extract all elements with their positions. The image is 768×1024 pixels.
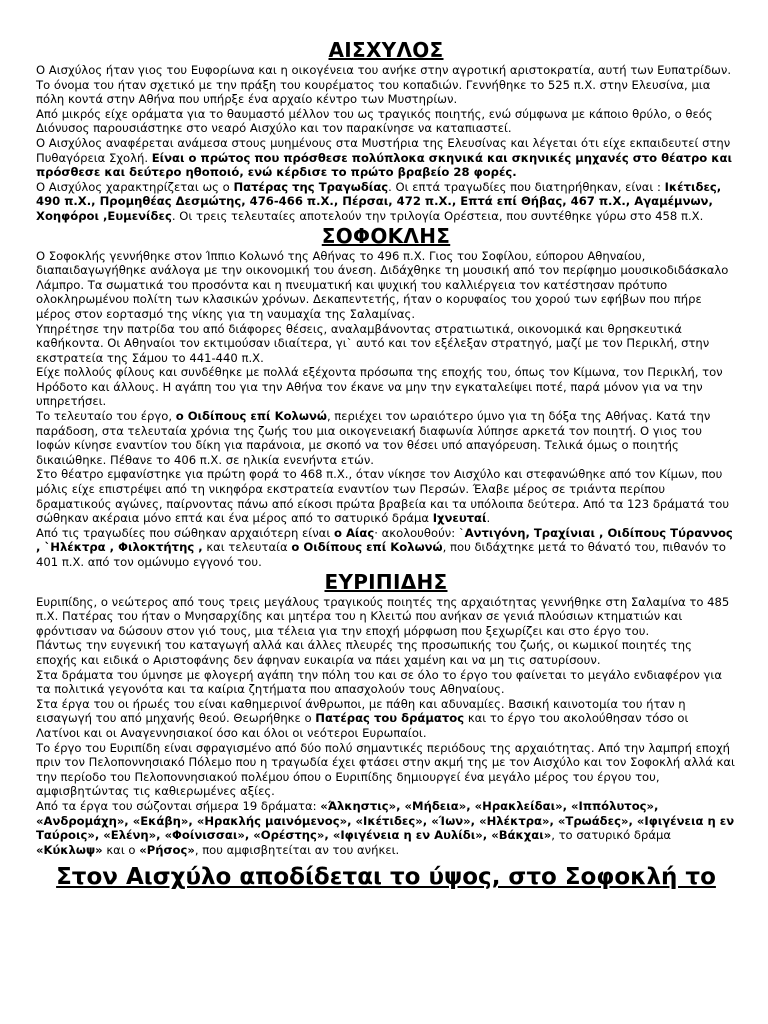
text-run: Ο Σοφοκλής γεννήθηκε στον Ίππιο Κολωνό της Αθήνας το 496 π.Χ. Γιος του Σοφίλου, εύπορου Αθηναίου, διαπαιδαγωγήθηκε ανάλογα με την οικονομική του άνεση. Διδάχθηκε τη μουσική από τον περίφημο μουσικοδιδάσκαλο Λάμπρο. Τα σωματικά του προσόντα και η πνευματική και ψυχική του καλλιέργεια τον κατέστησαν πρότυπο ολοκληρωμένου πολίτη των κλασικών χρόνων. Δεκαπεντετής, ήταν ο κορυφαίος του χορού των εφήβων που πήρε μέρος στον εορτασμό της νίκης για τη ναυμαχία της Σαλαμίνας. (36, 248, 729, 321)
text-run: · ακολουθούν: ` (374, 525, 465, 540)
paragraph (36, 741, 736, 799)
document-page (36, 0, 736, 891)
section-title: ΕΥΡΙΠΙΔΗΣ (324, 569, 448, 594)
bold-text: ο Οιδίπους επί Κολωνώ (175, 409, 327, 424)
bold-text: Είναι ο πρώτος που πρόσθεσε πολύπλοκα σκηνικά και σκηνικές μηχανές στο θέατρο και πρόσθεσε και δεύτερο ηθοποιό, ενώ κέρδισε το πρώτο βραβείο 28 φορές. (36, 150, 732, 180)
text-run: Ο Αισχύλος ήταν γιος του Ευφορίωνα και η οικογένεια του ανήκε στην αγροτική αριστοκρατία, αυτή των Ευπατρίδων. Το όνομα του ήταν σχετικό με την πράξη του κουρέματος του κοπαδιών. Γεννήθηκε το 525 π.Χ. στην Ελευσίνα, μια πόλη κοντά στην Αθήνα που υπήρξε ένα αρχαίο κέντρο των Μυστηρίων. (36, 63, 732, 107)
paragraph (36, 697, 736, 741)
document-body (36, 38, 736, 857)
bold-text: «Ρήσος» (139, 842, 195, 857)
text-run: . Οι τρεις τελευταίες αποτελούν την τριλογία Ορέστεια, που συντέθηκε γύρω στο 458 π.Χ. (171, 208, 704, 223)
text-run: , που αμφισβητείται αν του ανήκει. (194, 842, 400, 857)
text-run: Στο θέατρο εμφανίστηκε για πρώτη φορά το 468 π.Χ., όταν νίκησε τον Αισχύλο και στεφανώθηκε από τον Κίμων, που μόλις είχε επιστρέψει από τη νικηφόρα εκστρατεία εναντίον των Περσών. Έλαβε μέρος σε τριάντα περίπου δραματικούς αγώνες, παίρνοντας πάνω από είκοσι πρώτα βραβεία και τα υπόλοιπα δεύτερα. Από τα 123 δράματά του σώθηκαν ακέραια μόνο επτά και ένα μέρος από το σατυρικό δράμα (36, 467, 730, 526)
bold-text: Πατέρας του δράματος (315, 711, 465, 726)
text-run: Ο Αισχύλος χαρακτηρίζεται ως ο (36, 179, 234, 194)
text-run: Στα δράματα του ύμνησε με φλογερή αγάπη την πόλη του και σε όλο το έργο του φαίνεται το μεγάλο ενδιαφέρον για τα πολιτικά γεγονότα και τα καίρια ζητήματα που απασχολούν τους Αθηναίους. (36, 667, 722, 697)
bold-text: Ικέτιδες, 490 π.Χ., Προμηθέας Δεσμώτης, 476-466 π.Χ., Πέρσαι, 472 π.Χ., Επτά επί Θήβας, 467 π.Χ., Αγαμέμνων, Χοηφόροι ,Ευμενίδες (36, 179, 722, 223)
closing-statement: Στον Αισχύλο αποδίδεται το ύψος, στο Σοφοκλή το (56, 864, 716, 891)
text-run: , που διδάχτηκε μετά το θάνατό του, πιθανόν το 401 π.Χ. από τον ομώνυμο εγγονό του. (36, 540, 726, 569)
text-run: Ο Αισχύλος αναφέρεται ανάμεσα στους μυημένους στα Μυστήρια της Ελευσίνας και λέγεται ότι είχε εκπαιδευτεί στην Πυθαγόρεια Σχολή. (36, 135, 731, 165)
text-run: Πάντως την ευγενική του καταγωγή αλλά και άλλες πλευρές της προσωπικής του ζωής, οι κωμικοί ποιητές της εποχής και ειδικά ο Αριστοφάνης δεν άφηναν ευκαιρία να πάει χαμένη και να μη τις σατυρίσουν. (36, 638, 692, 667)
text-run: Υπηρέτησε την πατρίδα του από διάφορες θέσεις, αναλαμβάνοντας στρατιωτικά, οικονομικά και θρησκευτικά καθήκοντα. Οι Αθηναίοι τον εκτιμούσαν ιδιαίτερα, γι` αυτό και τον εξέλεξαν στρατηγό, μαζί με τον Περικλή, στην εκστρατεία της Σάμου το 441-440 π.Χ. (36, 321, 710, 365)
paragraph (36, 365, 736, 409)
bold-text: Ιχνευταί (432, 511, 487, 526)
paragraph (36, 467, 736, 525)
bold-text: ο Αίας (333, 525, 375, 540)
text-run: , το σατυρικό δράμα (551, 828, 672, 843)
section-title: ΑΙΣΧΥΛΟΣ (328, 38, 444, 62)
text-run: Το έργο του Ευριπίδη είναι σφραγισμένο από δύο πολύ σημαντικές περιόδους της αρχαιότητας. Από την λαμπρή εποχή πριν τον Πελοποννησιακό Πόλεμο που η τραγωδία έχει φτάσει στην ακμή της με τον Αισχύλο και τον Σοφοκλή αλλά και την περίοδο του Πελοποννησιακού πολέμου όπου ο Ευριπίδης δημιουργεί ένα μεγάλο μέρος του έργου του, αμφισβητώντας τις καθιερωμένες αξίες. (36, 740, 735, 799)
paragraph (36, 180, 736, 224)
text-run: Από μικρός είχε οράματα για το θαυμαστό μέλλον του ως τραγικός ποιητής, ενώ σύμφωνα με κάποιο θρύλο, ο θεός Διόνυσος παρουσιάστηκε στο νεαρό Αισχύλο και τον παρακίνησε να καταπιαστεί. (36, 106, 713, 136)
paragraph (36, 526, 736, 570)
paragraph (36, 668, 736, 697)
paragraph (36, 136, 736, 180)
paragraph (36, 799, 736, 857)
text-run: Από τα έργα του σώζονται σήμερα 19 δράματα: (36, 798, 321, 813)
bold-text: «Κύκλωψ» (36, 842, 103, 857)
paragraph (36, 63, 736, 107)
text-run: Το τελευταίο του έργο, (36, 409, 176, 424)
text-run: και το έργο του ακολούθησαν τόσο οι Λατίνοι και οι Αναγεννησιακοί όσο και όλοι οι νεότεροι Ευρωπαίοι. (36, 711, 689, 740)
bold-text: Πατέρας της Τραγωδίας (233, 179, 389, 194)
text-run: Ευριπίδης, ο νεώτερος από τους τρεις μεγάλους τραγικούς ποιητές της αρχαιότητας γεννήθηκε στη Σαλαμίνα το 485 π.Χ. Πατέρας του ήταν ο Μνησαρχίδης και μητέρα του η Κλειτώ που ανήκαν σε γενιά πλούσιων κτηματιών και φρόντισαν να δώσουν στον γιό τους, μια τέλεια για την εποχή μόρφωση που ξεχωρίζει και στο έργο του. (36, 594, 730, 638)
paragraph (36, 322, 736, 366)
text-run: , περιέχει τον ωραιότερο ύμνο για τη δόξα της Αθήνας. Κατά την παράδοση, στα τελευταία χρόνια της ζωής του μια οικογενειακή διαφωνία λύπησε αρκετά τον ποιητή. Ο γιος του Ιοφών κίνησε εναντίον του δίκη για παράνοια, με σκοπό να τον θέσει υπό απαγόρευση. Τελικά όμως ο ποιητής δικαιώθηκε. Πέθανε το 406 π.Χ. σε ηλικία ενενήντα ετών. (36, 409, 711, 467)
paragraph (36, 409, 736, 467)
text-run: Είχε πολλούς φίλους και συνδέθηκε με πολλά εξέχοντα πρόσωπα της εποχής του, όπως τον Κίμωνα, τον Περικλή, τον Ηρόδοτο και άλλους. Η αγάπη του για την Αθήνα τον έκανε να μην την εγκαταλείψει ποτέ, παρά μόνον για να την υπηρετήσει. (36, 365, 723, 409)
text-run: Στα έργα του οι ήρωές του είναι καθημερινοί άνθρωποι, με πάθη και αδυναμίες. Βασική καινοτομία του ήταν η εισαγωγή του από μηχανής θεού. Θεωρήθηκε ο (36, 696, 686, 726)
text-run: . (486, 511, 491, 526)
text-run: . Οι επτά τραγωδίες που διατηρήθηκαν, είναι : (388, 179, 665, 194)
paragraph (36, 595, 736, 639)
bold-text: «Άλκηστις», «Μήδεια», «Ηρακλείδαι», «Ιππόλυτος», «Ανδρομάχη», «Εκάβη», «Ηρακλής μαινόμενος», «Ικέτιδες», «Ίων», «Ηλέκτρα», «Τρωάδες», «Ιφιγένεια η εν Ταύροις», «Ελένη», «Φοίνισσαι», «Ορέστης», «Ιφιγένεια η εν Αυλίδι», «Βάκχαι» (36, 798, 735, 843)
paragraph (36, 107, 736, 136)
paragraph (36, 249, 736, 322)
bold-text: Αντιγόνη, Τραχίνιαι , Οιδίπους Τύραννος , `Ηλέκτρα , Φιλοκτήτης , (36, 525, 733, 555)
bold-text: ο Οιδίπους επί Κολωνώ (291, 540, 443, 555)
section-title: ΣΟΦΟΚΛΗΣ (321, 223, 451, 248)
paragraph (36, 638, 736, 667)
text-run: Από τις τραγωδίες που σώθηκαν αρχαιότερη είναι (36, 525, 334, 540)
text-run: και ο (102, 842, 140, 857)
text-run: και τελευταία (202, 540, 292, 555)
